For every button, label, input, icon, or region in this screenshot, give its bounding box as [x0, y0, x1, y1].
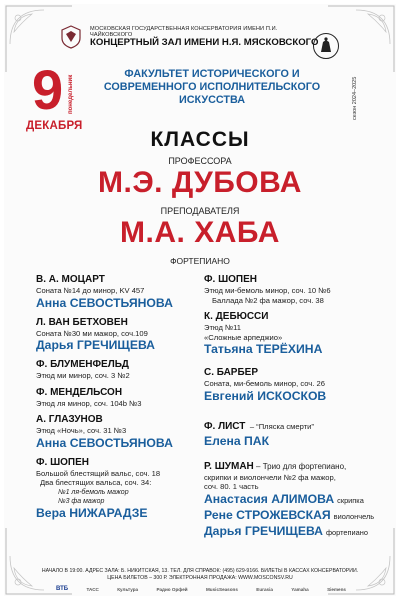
footer-info [20, 568, 380, 582]
sponsor-logo: Eurasia [256, 586, 273, 592]
work-subtitle: №3 фа мажор [58, 497, 105, 505]
program-item [36, 457, 196, 521]
work-subtitle: №1 ля-бемоль мажор [58, 488, 129, 496]
sponsor-logo: MusicSeasons [205, 586, 238, 592]
composer-name: Р. ШУМАН [204, 460, 254, 472]
work-title: Этюд ми-бемоль минор, соч. 10 №6 [204, 286, 331, 295]
ministry-emblem-icon [58, 24, 84, 50]
professor-name: М.Э. ДУБОВА [98, 166, 302, 199]
teacher-name: М.А. ХАБА [120, 216, 280, 249]
date-month: ДЕКАБРЯ [26, 120, 83, 132]
program-item [36, 414, 196, 451]
composer-name: С. БАРБЕР [204, 367, 259, 378]
performer-name: Дарья ГРЕЧИЩЕВА фортепиано [204, 523, 368, 538]
work-title: скрипки и виолончели №2 фа мажор, [204, 472, 336, 482]
work-title: – “Пляска смерти” [249, 421, 314, 431]
footer-line: НАЧАЛО В 19:00. АДРЕС ЗАЛА: Б. НИКИТСКАЯ, 13. ТЕЛ. ДЛЯ СПРАВОК: (495) 629-9166. БИЛЕТЫ В КАССАХ КОНСЕРВАТОРИИ. [41, 568, 359, 574]
sponsor-logo: Siemens [327, 586, 346, 592]
sponsor-logo: Радио Орфей [156, 586, 188, 592]
season-label: сезон 2024–2025 [352, 76, 358, 120]
performer-name: Анна СЕВОСТЬЯНОВА [36, 295, 173, 310]
work-title: «Сложные арпеджио» [204, 332, 283, 342]
instrument-label: ФОРТЕПИАНО [170, 256, 230, 266]
program-item [204, 274, 369, 305]
composer-name: Л. ВАН БЕТХОВЕН [36, 316, 128, 328]
date-weekday: понедельник [68, 74, 74, 114]
date-day: 9 [32, 58, 64, 121]
performer-name: Рене СТРОЖЕВСКАЯ виолончель [204, 507, 375, 522]
performer-name: Анна СЕВОСТЬЯНОВА [36, 435, 173, 450]
sponsor-logo: Yamaha [291, 586, 309, 592]
work-title: – Трио для фортепиано, [256, 461, 347, 471]
professor-title: ПРОФЕССОРА [168, 156, 232, 166]
concert-hall-name: КОНЦЕРТНЫЙ ЗАЛ ИМЕНИ Н.Я. МЯСКОВСКОГО [90, 37, 319, 48]
performer-name: Дарья ГРЕЧИЩЕВА [36, 338, 155, 352]
work-title: Соната №30 ми мажор, соч.109 [36, 328, 148, 338]
program-left-column [36, 274, 196, 527]
performer-name: Анастасия АЛИМОВА скрипка [204, 491, 364, 506]
footer-line: ЦЕНА БИЛЕТОВ – 300 Р. ЭЛЕКТРОННАЯ ПРОДАЖА: WWW.MOSCONSV.RU [107, 575, 293, 581]
program-item [36, 317, 196, 354]
composer-name: К. ДЕБЮССИ [204, 311, 269, 322]
composer-name: Ф. ШОПЕН [204, 274, 257, 285]
composer-name: В. А. МОЦАРТ [36, 274, 105, 285]
sponsor-logos [56, 586, 346, 592]
program-right-column [204, 274, 375, 546]
work-title: Этюд №11 [204, 323, 242, 332]
program-item [204, 460, 375, 540]
performer-name: Евгений ИСКОСКОВ [204, 388, 327, 403]
teacher-title: ПРЕПОДАВАТЕЛЯ [160, 206, 240, 216]
program-item [36, 359, 196, 381]
classes-heading: КЛАССЫ [150, 128, 250, 151]
composer-name: Ф. МЕНДЕЛЬСОН [36, 386, 123, 398]
program-item [204, 367, 369, 404]
composer-name: Ф. ШОПЕН [36, 456, 89, 468]
work-title: соч. 80. 1 часть [204, 482, 259, 491]
sponsor-logo: ВТБ [56, 586, 69, 592]
sponsor-logo: Культура [117, 586, 139, 592]
work-title: Два блестящих вальса, соч. 34: [40, 478, 152, 487]
program-item [36, 387, 196, 409]
faculty-title: ФАКУЛЬТЕТ ИСТОРИЧЕСКОГО И СОВРЕМЕННОГО ИСПОЛНИТЕЛЬСКОГО ИСКУССТВА [103, 68, 321, 106]
composer-name: А. ГЛАЗУНОВ [36, 414, 103, 425]
sponsor-logo: ТАСС [86, 586, 99, 592]
performer-name: Елена ПАК [204, 433, 270, 448]
performer-name: Татьяна ТЕРЁХИНА [204, 342, 323, 356]
work-title: Этюд «Ночь», соч. 31 №3 [36, 426, 127, 435]
work-title: Большой блестящий вальс, соч. 18 [36, 468, 161, 478]
work-title: Этюд ми минор, соч. 3 №2 [36, 371, 130, 380]
program-item [204, 416, 369, 449]
program-item [36, 274, 196, 311]
work-title: Соната №14 до минор, KV 457 [36, 286, 145, 295]
program-item [204, 311, 369, 357]
work-title: Соната, ми-бемоль минор, соч. 26 [204, 379, 325, 388]
work-title: Баллада №2 фа мажор, соч. 38 [212, 295, 324, 305]
conservatory-name: МОСКОВСКАЯ ГОСУДАРСТВЕННАЯ КОНСЕРВАТОРИЯ ИМЕНИ П.И. ЧАЙКОВСКОГО [90, 26, 278, 38]
performer-name: Вера НИЖАРАДЗЕ [36, 505, 148, 520]
composer-name: Ф. ЛИСТ [204, 420, 246, 432]
work-title: Этюд ля минор, соч. 104b №3 [36, 398, 142, 408]
composer-name: Ф. БЛУМЕНФЕЛЬД [36, 359, 129, 370]
